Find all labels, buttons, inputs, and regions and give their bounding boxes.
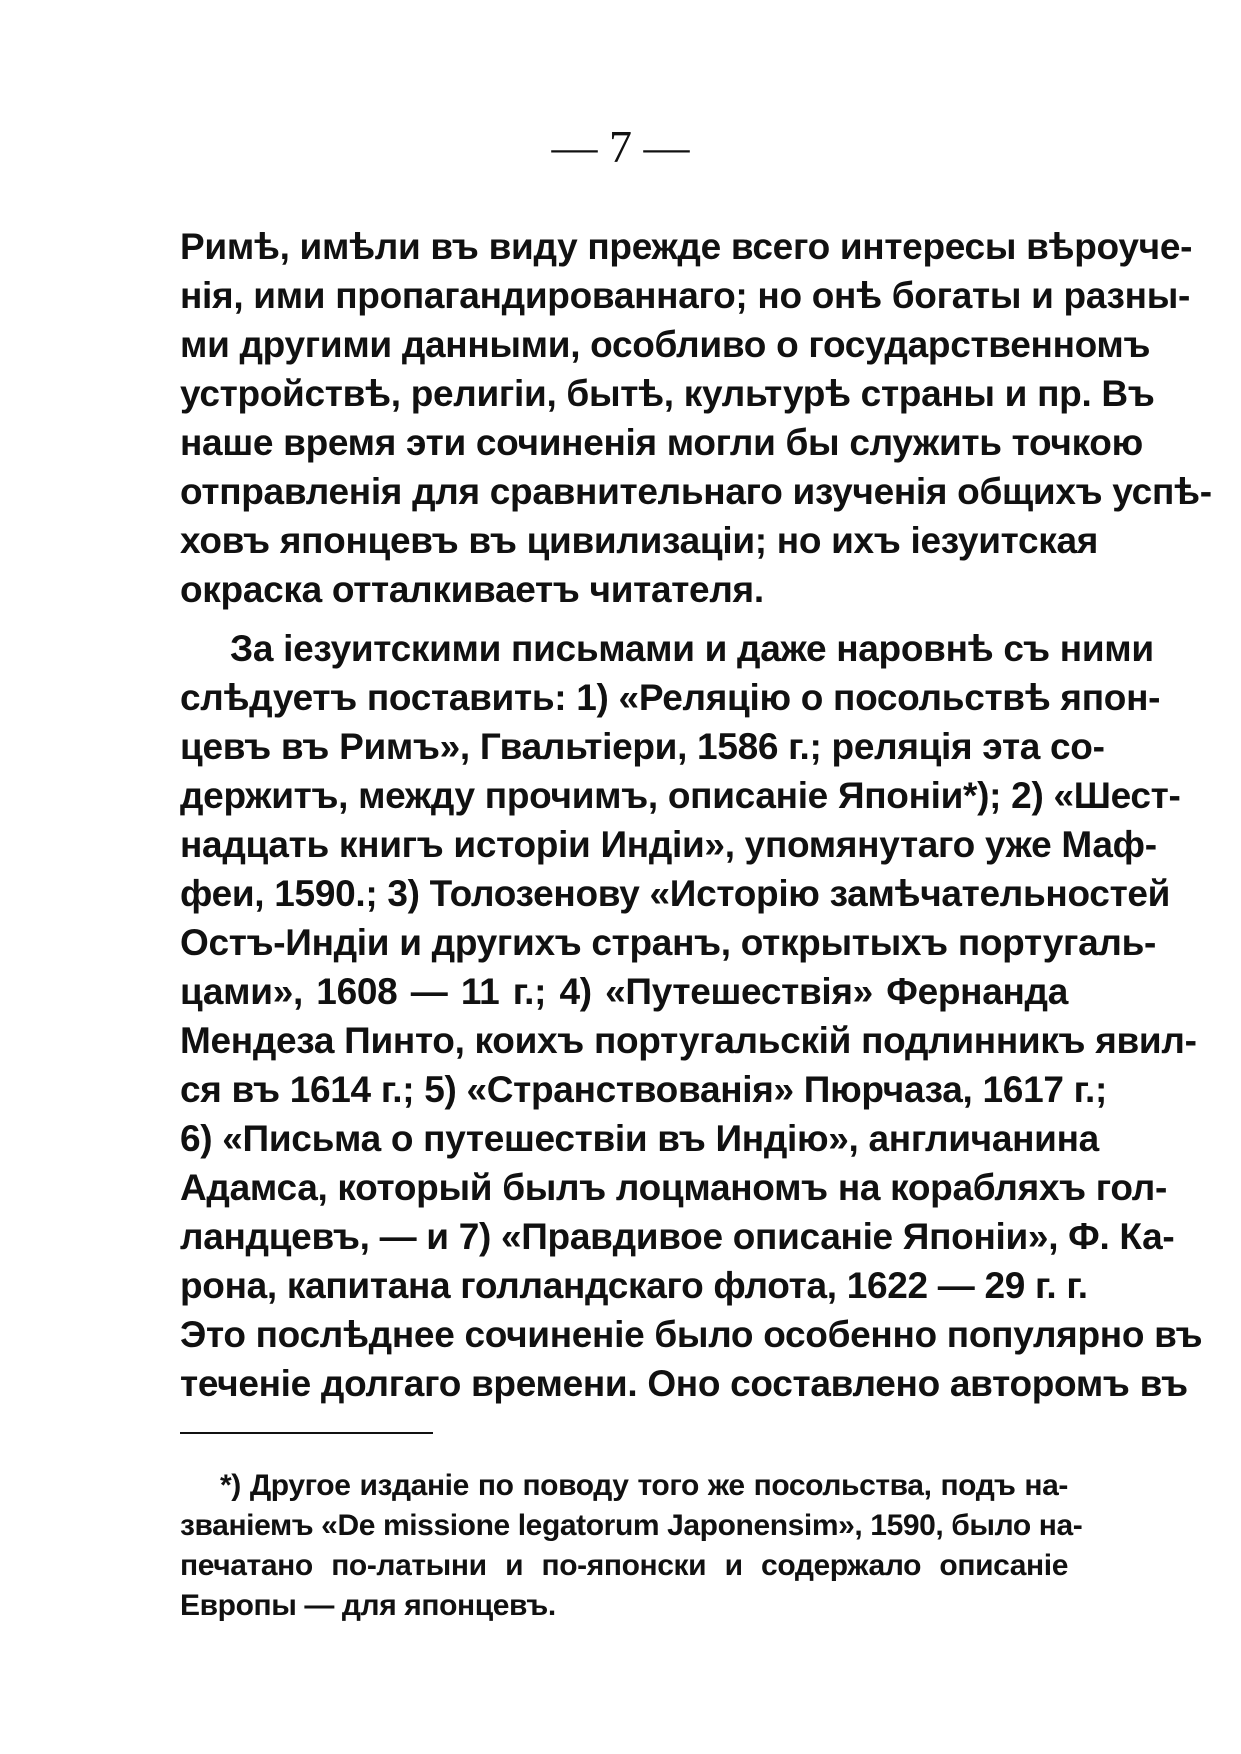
footnote-line: *) Другое изданіе по поводу того же посольства, подъ на- — [220, 1469, 1068, 1502]
footnote-line: званіемъ «De missione legatorum Japonensim», 1590, было на- — [180, 1509, 1083, 1542]
text-line: Это послѣднее сочиненіе было особенно популярно въ — [180, 1314, 1203, 1355]
footnote-line: печатано по-латыни и по-японски и содержало описаніе — [180, 1549, 1068, 1582]
text-line: цами», 1608 — 11 г.; 4) «Путешествія» Фернанда — [180, 971, 1068, 1012]
paragraph-gap — [180, 614, 1068, 624]
text-line: наше время эти сочиненія могли бы служить точкою — [180, 422, 1143, 463]
text-line: теченіе долгаго времени. Оно составлено авторомъ въ — [180, 1363, 1188, 1404]
text-line: За іезуитскими письмами и даже наровнѣ съ ними — [230, 628, 1154, 669]
text-line: рона, капитана голландскаго флота, 1622 — 29 г. г. — [180, 1265, 1088, 1306]
text-line: слѣдуетъ поставить: 1) «Реляцію о посольствѣ япон- — [180, 677, 1161, 718]
main-text — [180, 222, 1212, 1408]
text-line: ми другими данными, особливо о государственномъ — [180, 324, 1151, 365]
text-line: держитъ, между прочимъ, описаніе Японіи*); 2) «Шест- — [180, 775, 1181, 816]
text-line: нія, ими пропагандированнаго; но онѣ богаты и разны- — [180, 275, 1191, 316]
text-line: 6) «Письма о путешествіи въ Индію», англичанина — [180, 1118, 1099, 1159]
text-line: надцать книгъ исторіи Индіи», упомянутаго уже Маф- — [180, 824, 1157, 865]
text-line: феи, 1590.; 3) Толозенову «Исторію замѣчательностей — [180, 873, 1171, 914]
footnote-divider — [180, 1432, 433, 1434]
footnote-line: Европы — для японцевъ. — [180, 1589, 556, 1622]
text-line: цевъ въ Римъ», Гвальтіери, 1586 г.; реляція эта со- — [180, 726, 1105, 767]
text-line: Остъ-Индіи и другихъ странъ, открытыхъ португаль- — [180, 922, 1157, 963]
text-line: ховъ японцевъ въ цивилизаціи; но ихъ іезуитская — [180, 520, 1099, 561]
footnote — [180, 1466, 1083, 1626]
text-line: отправленія для сравнительнаго изученія общихъ успѣ- — [180, 471, 1212, 512]
text-line: Адамса, который былъ лоцманомъ на корабляхъ гол- — [180, 1167, 1168, 1208]
text-line: Римѣ, имѣли въ виду прежде всего интересы вѣроуче- — [180, 226, 1193, 267]
text-line: ся въ 1614 г.; 5) «Странствованія» Пюрчаза, 1617 г.; — [180, 1069, 1108, 1110]
text-line: ландцевъ, — и 7) «Правдивое описаніе Японіи», Ф. Ка- — [180, 1216, 1175, 1257]
page-number: — 7 — — [551, 121, 690, 172]
text-line: устройствѣ, религіи, бытѣ, культурѣ страны и пр. Въ — [180, 373, 1155, 414]
text-line: окраска отталкиваетъ читателя. — [180, 569, 764, 610]
text-line: Мендеза Пинто, коихъ португальскій подлинникъ явил- — [180, 1020, 1197, 1061]
